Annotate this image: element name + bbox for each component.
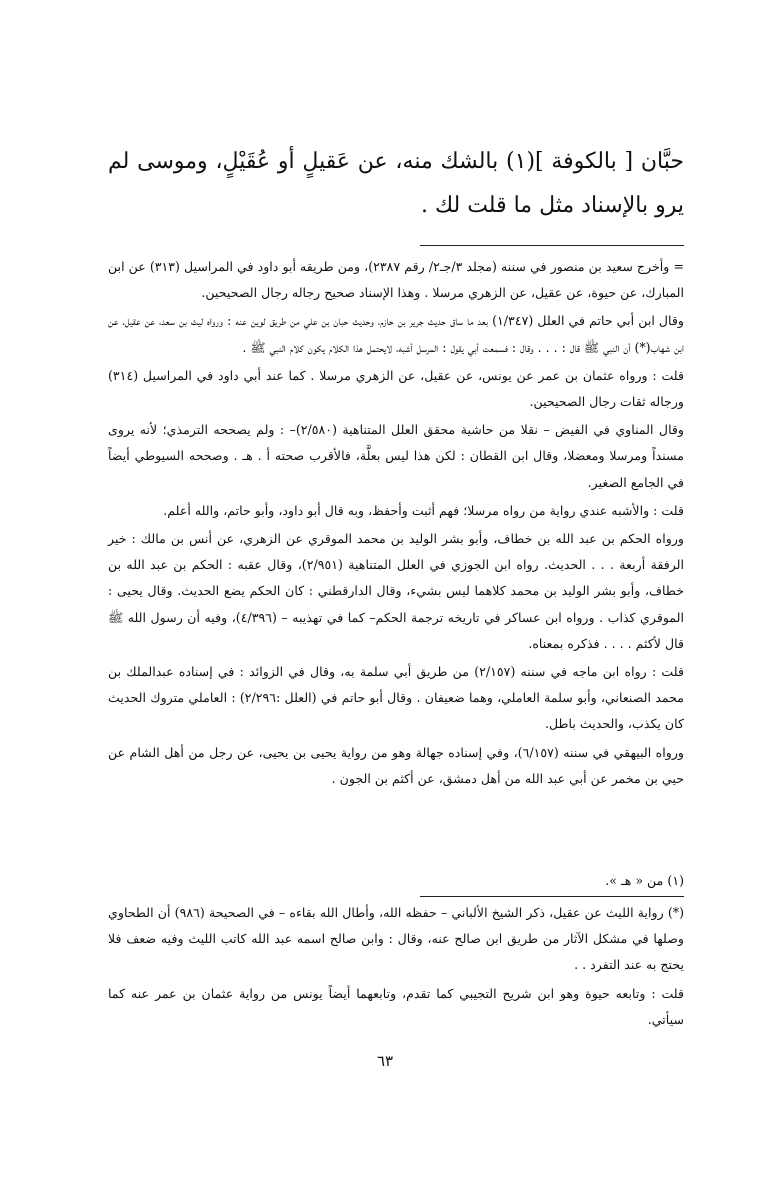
- editor-note-paragraph: قلت : وتابعه حيوة وهو ابن شريح التجيبي كما تقدم، وتابعهما أيضاً يونس من رواية عثمان بن عمر عنه كما سيأتي.: [108, 985, 684, 1027]
- footnote-paragraph: ورواه الحكم بن عبد الله بن خطاف، وأبو بشر الوليد بن محمد الموقري عن الزهري، عن أنس بن مالك : خير الرفقة أربعة . . . الحديث. رواه ابن الجوزي في العلل المتناهية (٢/٩٥١)، وقال عقبه : الحكم بن عبد الله بن خطاف، وأبو بشر الوليد بن محمد كلاهما ليس بشيء، وقال الدارقطني : كان الحكم يضع الحديث. وقال يحيى : الموقري كذاب . ورواه ابن عساكر في تاريخه ترجمة الحكم– كما في تهذيبه – (٤/٣٩٦)، وفيه أن رسول الله ﷺ قال لأكثم . . . . فذكره بمعناه.: [108, 531, 685, 651]
- footnote-paragraph: = وأخرج سعيد بن منصور في سننه (مجلد ٣/جـ٢/ رقم ٢٣٨٧)، ومن طريقه أبو داود في المراسيل (٣١٣) عن ابن المبارك، عن حيوة، عن عقيل، عن الزهري مرسلا . وهذا الإسناد صحيح رجاله رجال الصحيحين.: [108, 259, 684, 301]
- footnote-separator: [420, 245, 684, 246]
- editor-note-separator: [420, 896, 684, 897]
- footnote-one: (١) من « هـ ».: [605, 873, 684, 888]
- footnote-paragraph: قلت : رواه ابن ماجه في سننه (٢/١٥٧) من طريق أبي سلمة به، وقال في الزوائد : في إسناده عبدالملك بن محمد الصنعاني، وأبو سلمة العاملي، وهما ضعيفان . وقال أبو حاتم في (العلل :٢/٢٩٦) : العاملي متروك الحديث كان يكذب، والحديث باطل.: [108, 664, 685, 732]
- footnotes-block: [108, 254, 684, 792]
- footnote-paragraph: قلت : ورواه عثمان بن عمر عن يونس، عن عقيل، عن الزهري مرسلا . كما عند أبي داود في المراسيل (٣١٤) ورجاله ثقات رجال الصحيحين.: [108, 367, 684, 410]
- footnote-paragraph: وقال ابن أبي حاتم في العلل (١/٣٤٧) بعد ما ساق حديث جرير بن حازم، وحديث حبان بن علي من طريق لوين عنه : ورواه ليث بن سعد، عن عقيل، عن ابن شهاب(*) أن النبي ﷺ قال : . . . وقال : فسمعت أبي يقول : المرسل أشبه، لايحتمل هذا الكلام يكون كلام النبي ﷺ .: [108, 313, 684, 355]
- main-text: [108, 140, 684, 228]
- page-number: ٦٣: [376, 1052, 394, 1070]
- footnote-paragraph: ورواه البيهقي في سننه (٦/١٥٧)، وفي إسناده جهالة وهو من رواية يحيى بن يحيى، عن رجل من أهل الشام عن حيي بن مخمر عن أبي عبد الله من أهل دمشق، عن أكثم بن الجون .: [108, 744, 684, 786]
- editor-note-paragraph: (*) رواية الليث عن عقيل، ذكر الشيخ الألباني – حفظه الله، وأطال الله بقاءه – في الصحيحة (٩٨٦) أن الطحاوي وصلها في مشكل الآثار من طريق ابن صالح عنه، وقال : وابن صالح اسمه عبد الله كاتب الليث وفيه ضعف فلا يحتج به عند التفرد . .: [108, 905, 684, 973]
- footnote-one-block: [108, 868, 684, 894]
- footnote-paragraph: وقال المناوي في الفيض – نقلا من حاشية محقق العلل المتناهية (٢/٥٨٠)– : ولم يصححه الترمذي؛ لأنه يروى مسنداً ومرسلا ومعضلا، وقال ابن القطان : لكن هذا ليس بعلَّة، فالأقرب صحته أ . هـ . وصححه السيوطي أيضاً في الجامع الصغير.: [108, 422, 685, 490]
- editor-note-block: [108, 900, 684, 1033]
- footnote-paragraph: قلت : والأشبه عندي رواية من رواه مرسلا؛ فهم أثبت وأحفظ، وبه قال أبو داود، وأبو حاتم، والله أعلم.: [163, 502, 684, 518]
- main-paragraph: حبَّان [ بالكوفة ](١) بالشك منه، عن عَقيلٍ أو عُقَيْلٍ، وموسى لم يرو بالإسناد مثل ما قلت لك .: [108, 149, 684, 218]
